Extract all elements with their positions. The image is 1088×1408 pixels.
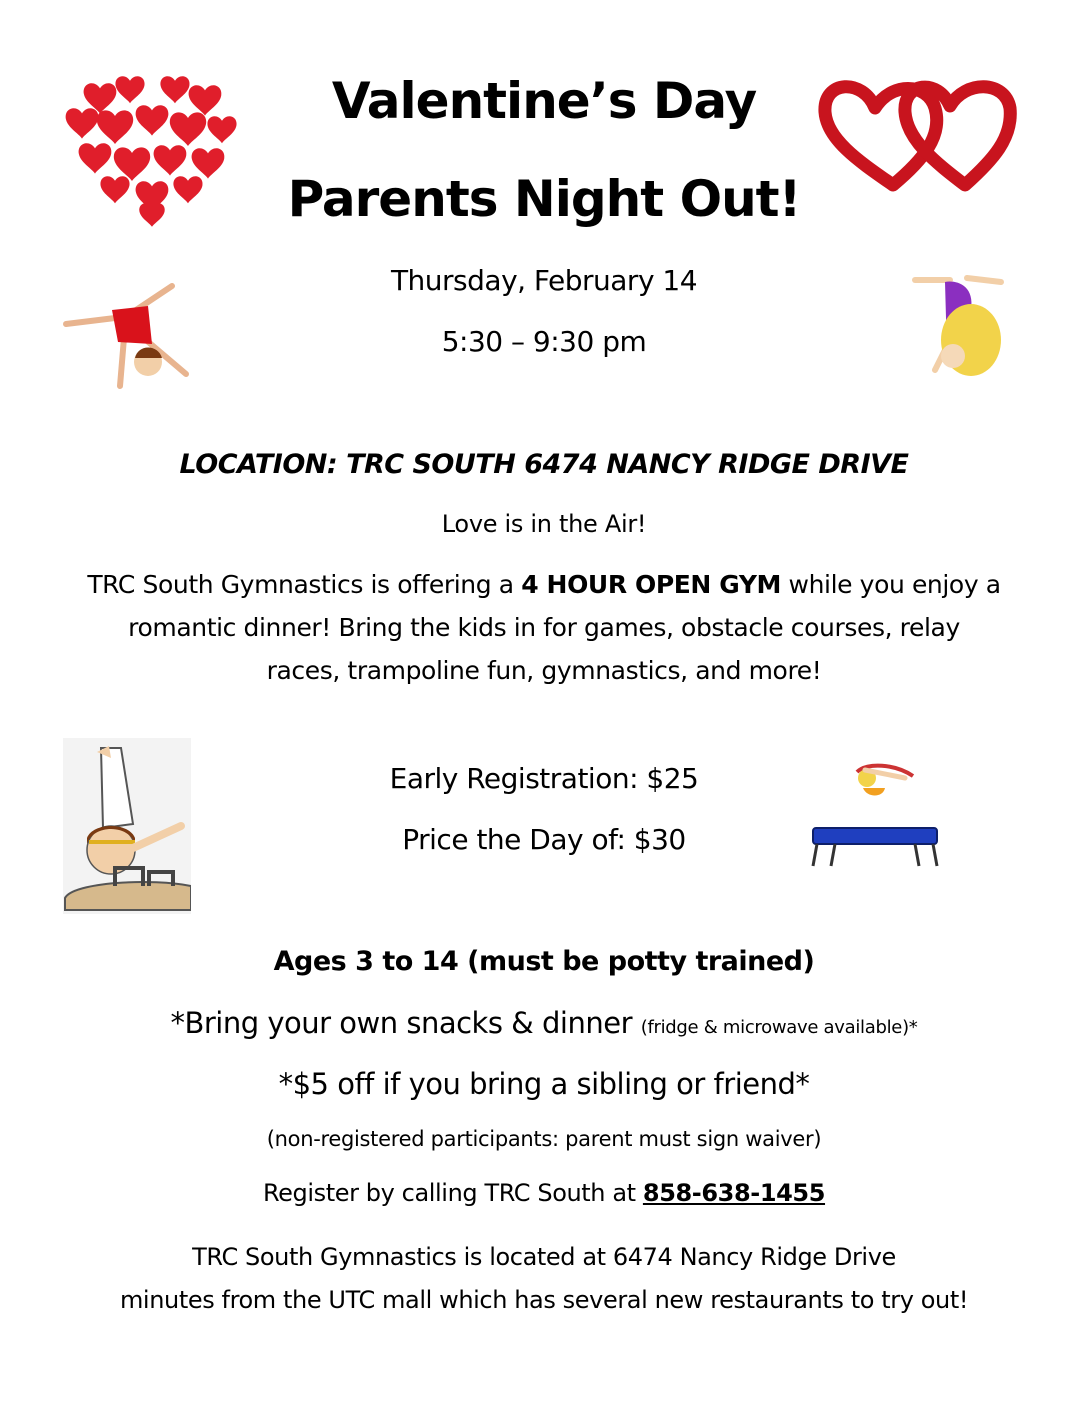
- register-line: [0, 1179, 1088, 1207]
- description-paragraph: [0, 563, 1088, 692]
- event-date: Thursday, February 14: [390, 264, 698, 297]
- location-description: [0, 1236, 1088, 1322]
- sibling-discount: *$5 off if you bring a sibling or friend*: [278, 1067, 810, 1101]
- age-range: Ages 3 to 14 (must be potty trained): [273, 946, 815, 977]
- description-line-1: [0, 563, 1088, 606]
- open-gym-highlight: 4 HOUR OPEN GYM: [521, 570, 782, 599]
- day-of-price: Price the Day of: $30: [402, 823, 686, 856]
- snacks-text: *Bring your own snacks & dinner: [170, 1006, 641, 1040]
- phone-link[interactable]: 858-638-1455: [642, 1179, 826, 1207]
- early-registration-price: Early Registration: $25: [389, 762, 699, 795]
- description-text: TRC South Gymnastics is offering a: [87, 570, 522, 599]
- waiver-note: (non-registered participants: parent must sign waiver): [266, 1127, 822, 1151]
- register-text: Register by calling TRC South at: [262, 1179, 643, 1207]
- title-line-2: Parents Night Out!: [287, 170, 801, 228]
- snacks-small-note: (fridge & microwave available)*: [640, 1017, 918, 1038]
- tagline: Love is in the Air!: [441, 510, 647, 538]
- location-line-1: TRC South Gymnastics is located at 6474 Nancy Ridge Drive: [192, 1243, 896, 1271]
- event-time: 5:30 – 9:30 pm: [441, 325, 647, 358]
- location-line-2: minutes from the UTC mall which has several new restaurants to try out!: [119, 1286, 969, 1314]
- title-line-1: Valentine’s Day: [331, 72, 757, 130]
- location-heading: LOCATION: TRC SOUTH 6474 NANCY RIDGE DRIVE: [179, 449, 909, 480]
- snacks-note: [0, 1006, 1088, 1040]
- description-line-2: romantic dinner! Bring the kids in for games, obstacle courses, relay: [128, 613, 960, 642]
- description-text: while you enjoy a: [781, 570, 1001, 599]
- description-line-3: races, trampoline fun, gymnastics, and more!: [266, 656, 822, 685]
